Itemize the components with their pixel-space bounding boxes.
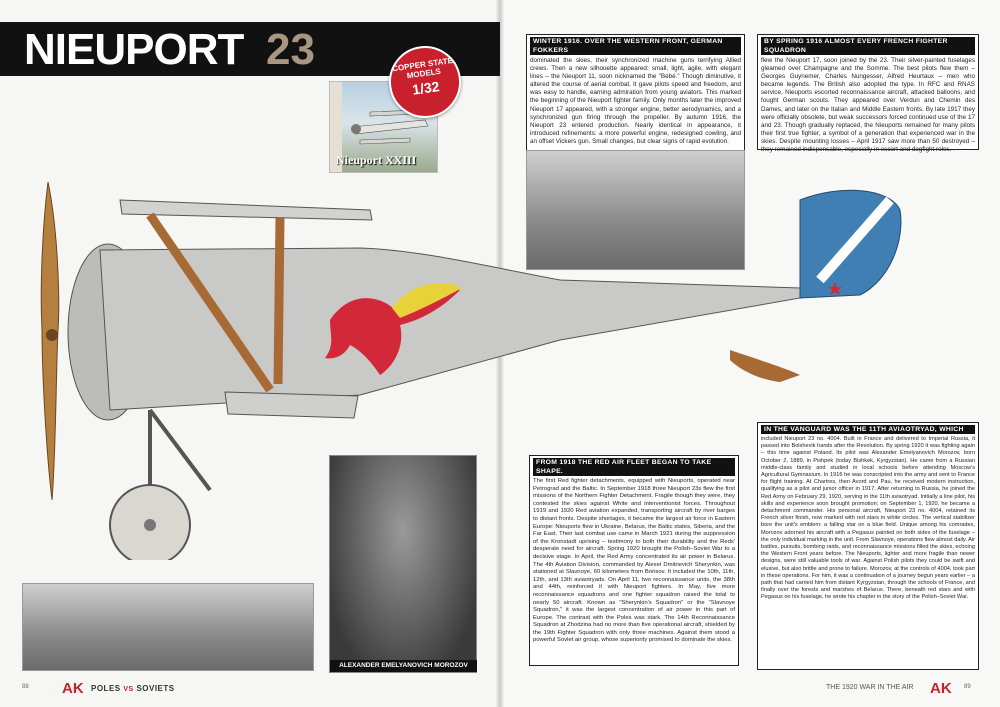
winter-body: dominated the skies, their synchronized machine guns terrifying Allied crews. Then a new silhouette appeared: small, light, agile, with elegant lines – the Nieuport 11, soon nicknamed the "Bébé." Though diminutive, it altered the course of aerial combat. It gave pilots speed and freedom, and was easy to handle, earning admiration from young aviators. This marked the beginning of the Nieuport fighter family. Only months later the improved Nieuport 17 appeared, with a stronger engine, better aerodynamics, and a synchronized gun firing through the propeller. By autumn 1916, the Nieuport 23 entered production. Nearly identical in appearance, it introduced refinements: a more powerful engine, redesigned cowling, and an offset Vickers gun. Small changes, but clear signs of rapid evolution. — [530, 57, 741, 145]
morozov-portrait — [329, 455, 477, 673]
propeller-icon — [41, 182, 58, 500]
red-air-fleet-body: The first Red fighter detachments, equipped with Nieuports, operated near Petrograd and the Baltic. In September 1918 three Nieuport 23s flew the first missions of the Northern Fighter Detachment. Fragile though they were, they contested the skies against White and interventionist forces. Throughout 1919 and 1920 Red aviation expanded, transporting aircraft by river barges to distant fronts. Despite shortages, it became the largest air force in Eastern Europe: Nieuports flew in Ukraine, Belarus, the Baltic states, Siberia, and the Far East. Their last combat use came in March 1921 during the suppression of the Kronstadt uprising – testimony to both their durability and the Reds' desperate need for aircraft. Spring 1920 brought the Polish–Soviet War to a decisive stage. In April, the Red Army concentrated its air power in Belarus. The 4th Aviation Division, commanded by Alexei Dmitrievich Sherynkin, was stationed at Slavnoye, 60 kilometers from Borisov. It included the 10th, 11th, 12th, and 13th aviaotryads. On April 11, two reconnaissance units, the 38th and 44th, reinforced it with Nieuport fighters. In May, five more reconnaissance squadrons and one fighter squadron raised the total to nearly 50 aircraft. Known as "Sherynkin's Squadron" or the "Slavnoye Squadron," it was the largest concentration of air power in this part of Europe. The contrast with the Poles was stark. The 14th Reconnaissance Squadron at Zhodzina had no more than five operational aircraft, shielded by the 19th Fighter Squadron with only three machines. Against them stood a powerful Soviet air group, whose superiority promised to dominate the skies. — [533, 478, 735, 644]
red-air-fleet-heading: FROM 1918 THE RED AIR FLEET BEGAN TO TAKE SHAPE. — [533, 458, 735, 476]
series-vs: VS — [123, 686, 134, 693]
red-air-fleet-section — [529, 455, 739, 666]
historical-photo-nieuports — [526, 150, 745, 270]
series-title — [91, 684, 175, 693]
winter-section — [526, 34, 745, 162]
ak-logo-icon-right: AK — [930, 680, 952, 697]
portrait-caption: ALEXANDER EMELYANOVICH MOROZOV — [330, 660, 477, 672]
series-soviets: SOVIETS — [136, 684, 175, 693]
series-poles: POLES — [91, 684, 121, 693]
vanguard-section — [757, 422, 979, 670]
historical-photo-airfield — [22, 583, 314, 671]
ak-logo-icon: AK — [62, 680, 84, 697]
spring-body: flew the Nieuport 17, soon joined by the 23. Their silver-painted fuselages gleamed over Champagne and the Somme. The best pilots flew them – Georges Guynemer, Charles Nungesser, Alfred Heurtaux – men who became legends. The British also adopted the type. In RFC and RNAS service, Nieuports escorted reconnaissance aircraft, attacked balloons, and fought German scouts. They appeared over Verdun and Chemin des Dames, and later on the Italian and Middle Eastern fronts. By late 1917 they were officially obsolete, but weak successors forced continued use of the 17 and 23. Though gradually replaced, the Nieuports remained for many pilots their first true fighter, a symbol of a generation that experienced war in the skies. Despite mounting losses – April 1917 saw more than 50 destroyed – they remained indispensable, especially in escort and dogfight roles. — [761, 57, 975, 154]
page-title-number: 23 — [266, 25, 315, 74]
box-art-title: Nieuport XXIII — [336, 153, 417, 167]
spring-section — [757, 34, 979, 154]
spring-heading: BY SPRING 1916 ALMOST EVERY FRENCH FIGHTER SQUADRON — [761, 37, 975, 55]
book-title: THE 1920 WAR IN THE AIR — [826, 684, 914, 691]
vanguard-heading: IN THE VANGUARD WAS THE 11TH AVIAOTRYAD, WHICH — [761, 425, 975, 434]
page-number-right: 89 — [964, 684, 971, 690]
page-number-left: 88 — [22, 684, 29, 690]
vanguard-body: included Nieuport 23 no. 4004. Built in France and delivered to Imperial Russia, it passed into Bolshevik hands after the Revolution. By spring 1920 it was fighting again – this time against Poland. Its pilot was Alexander Emelyanovich Morozov, born October 2, 1889, in Pishpek (today Bishkek, Kyrgyzstan). He came from a Russian middle-class family and studied in local schools before attending Moscow's Agricultural Gymnasium. In 1916 he was conscripted into the army and sent to France for flight training. At Chartres, then Avord and Pau, he received modern instruction, qualifying as a pilot and junior officer in 1917. After returning to Russia, he joined the Red Army on February 29, 1920, serving in the 11th aviaotryad. Initially a line pilot, his skills and experience soon brought promotion; on September 1, 1920, he became a detachment commander. His personal aircraft, Nieuport 23 no. 4004, retained its French silver finish, now marked with red stars in white circles. The vertical stabilizer bore the unit's emblem: a falling star on a blue field. Unique among his comrades, Morozov adorned his aircraft with a Pegasus painted on both sides of the fuselage – the only individual marking in the unit. From Slavnoye, operations flew almost daily. Air battles, pursuits, bombing raids, and reconnaissance missions filled the skies, echoing the Western Front years before. The Nieuports, lighter and more fragile than newer designs, were still valuable tools of war. Against Polish pilots they could be swift and elusive, but also brittle and prone to failure. Morozov, at the controls of 4004, took part in these operations. For him, it was a continuation of a journey begun years earlier – a path that had carried him from distant Kyrgyzstan, through the schools of France, and finally over the forests and marshes of Belarus. There, beneath red stars and with Pegasus on his fuselage, he wrote his chapter in the story of the Polish–Soviet War. — [761, 436, 975, 601]
winter-heading: WINTER 1916. OVER THE WESTERN FRONT, GERMAN FOKKERS — [530, 37, 741, 55]
badge-scale: 1/32 — [411, 78, 441, 98]
page-title: NIEUPORT — [24, 25, 244, 74]
badge-text: COPPER STATE MODELS — [391, 55, 454, 81]
